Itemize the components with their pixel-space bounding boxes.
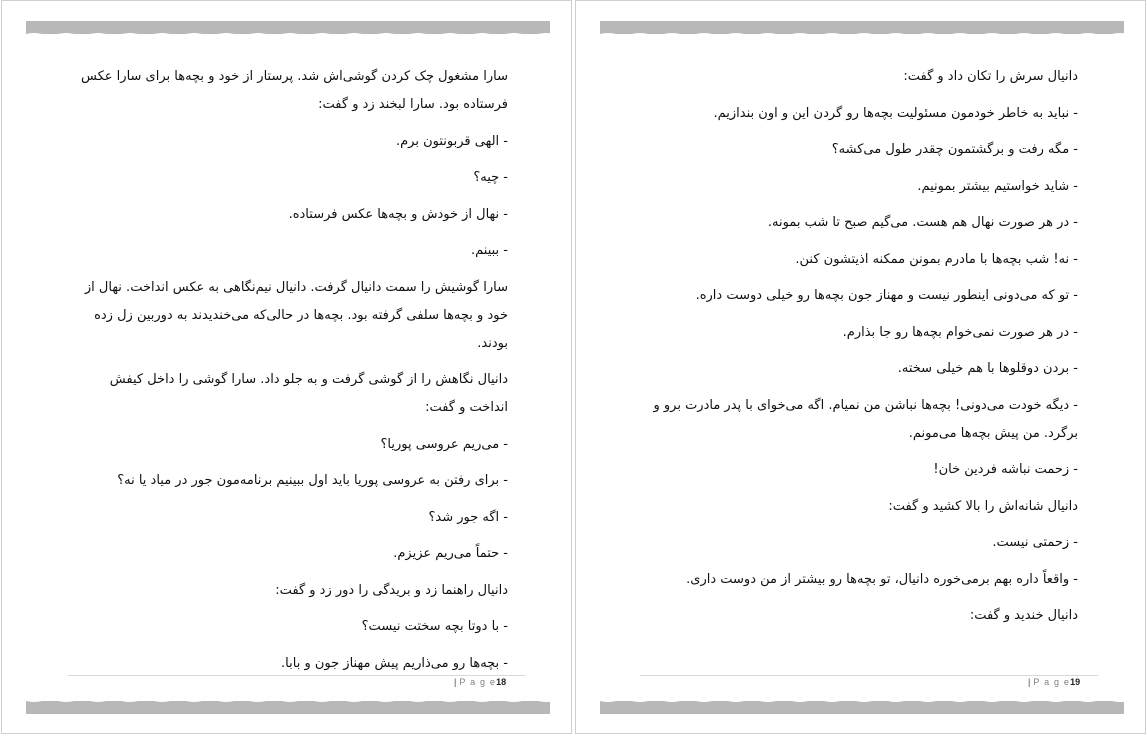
paragraph: دانیال خندید و گفت: bbox=[969, 608, 1078, 623]
paragraph: - برای رفتن به عروسی پوریا باید اول ببینیم برنامه‌مون جور در میاد یا نه؟ bbox=[117, 473, 508, 488]
footer-divider bbox=[68, 675, 526, 676]
wavy-edge-icon bbox=[600, 32, 1124, 37]
paragraph: - تو که می‌دونی اینطور نیست و مهناز جون بچه‌ها رو خیلی دوست داره. bbox=[695, 288, 1078, 303]
document-page-19 bbox=[575, 0, 1146, 734]
page-label: P a g e bbox=[1033, 677, 1071, 687]
paragraph: - زحمت نباشه فردین خان! bbox=[933, 462, 1078, 477]
paragraph: - نباید به خاطر خودمون مسئولیت بچه‌ها رو گردن این و اون بندازیم. bbox=[713, 105, 1078, 121]
wavy-edge-icon bbox=[26, 32, 550, 37]
header-band bbox=[26, 21, 550, 34]
footer-separator: | bbox=[454, 677, 457, 687]
paragraph: - واقعاً داره بهم برمی‌خوره دانیال، تو بچه‌ها رو بیشتر از من دوست داری. bbox=[686, 571, 1078, 587]
paragraph: - ببینم. bbox=[471, 243, 508, 258]
footer-band bbox=[600, 701, 1124, 714]
page-number: 19 bbox=[1070, 677, 1081, 687]
paragraph: - دیگه خودت می‌دونی! بچه‌ها نباشن من نمیام. اگه می‌خوای با پدر مادرت برو و برگرد. من پیش بچه‌ها می‌مونم. bbox=[653, 397, 1078, 441]
paragraph: - شاید خواستیم بیشتر بمونیم. bbox=[917, 178, 1078, 194]
paragraph: - نهال از خودش و بچه‌ها عکس فرستاده. bbox=[288, 206, 508, 222]
paragraph: - بردن دوقلوها با هم خیلی سخته. bbox=[897, 361, 1078, 376]
paragraph: - اگه جور شد؟ bbox=[428, 509, 508, 525]
paragraph: - چیه؟ bbox=[473, 170, 508, 185]
paragraph: - بچه‌ها رو می‌ذاریم پیش مهناز جون و بابا. bbox=[281, 655, 508, 671]
paragraph: دانیال شانه‌اش را بالا کشید و گفت: bbox=[888, 498, 1078, 514]
paragraph: - در هر صورت نهال هم هست. می‌گیم صبح تا شب بمونه. bbox=[767, 215, 1078, 230]
page-number: 18 bbox=[496, 677, 507, 687]
paragraph: - با دوتا بچه سختت نیست؟ bbox=[361, 619, 508, 634]
page-body bbox=[638, 63, 1078, 639]
header-band bbox=[600, 21, 1124, 34]
wavy-edge-icon bbox=[600, 698, 1124, 703]
footer-band bbox=[26, 701, 550, 714]
footer-divider bbox=[640, 675, 1098, 676]
footer-separator: | bbox=[1028, 677, 1031, 687]
paragraph: - حتماً می‌ریم عزیزم. bbox=[393, 546, 508, 561]
paragraph: دانیال سرش را تکان داد و گفت: bbox=[903, 69, 1078, 84]
page-label: P a g e bbox=[459, 677, 497, 687]
paragraph: - در هر صورت نمی‌خوام بچه‌ها رو جا بذارم. bbox=[842, 324, 1078, 340]
paragraph: - مگه رفت و برگشتمون چقدر طول می‌کشه؟ bbox=[831, 142, 1078, 157]
paragraph: - نه! شب بچه‌ها با مادرم بمونن ممکنه اذیتشون کنن. bbox=[795, 251, 1078, 267]
paragraph: دانیال راهنما زد و بریدگی را دور زد و گفت: bbox=[275, 582, 508, 598]
page-number-footer bbox=[1028, 677, 1108, 687]
document-page-18 bbox=[1, 0, 572, 734]
paragraph: سارا مشغول چک کردن گوشی‌اش شد. پرستار از خود و بچه‌ها برای سارا عکس فرستاده بود. سارا لبخند زد و گفت: bbox=[81, 69, 508, 112]
paragraph: - می‌ریم عروسی پوریا؟ bbox=[380, 436, 508, 452]
wavy-edge-icon bbox=[26, 698, 550, 703]
page-number-footer bbox=[454, 677, 534, 687]
paragraph: دانیال نگاهش را از گوشی گرفت و به جلو داد. سارا گوشی را داخل کیفش انداخت و گفت: bbox=[109, 372, 508, 415]
page-body bbox=[68, 63, 508, 686]
paragraph: - الهی قربونتون برم. bbox=[396, 133, 508, 149]
paragraph: - زحمتی نیست. bbox=[992, 535, 1078, 550]
paragraph: سارا گوشیش را سمت دانیال گرفت. دانیال نیم‌نگاهی به عکس انداخت. نهال از خود و بچه‌ها سلفی گرفته بود. بچه‌ها در حالی‌که می‌خندیدند به دوربین زل زده بودند. bbox=[84, 279, 508, 351]
